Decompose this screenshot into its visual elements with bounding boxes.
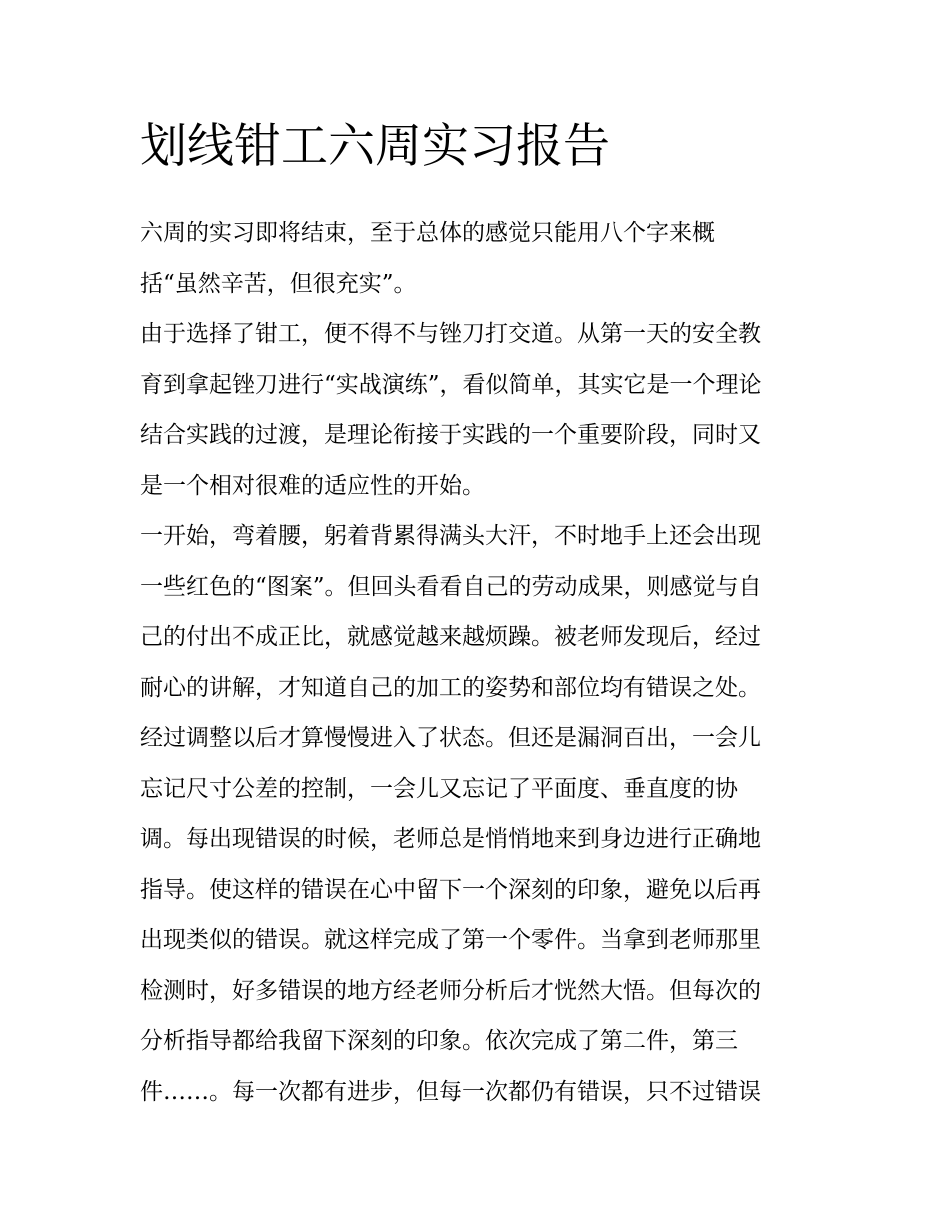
text-line: 一开始，弯着腰，躬着背累得满头大汗，不时地手上还会出现 <box>140 523 761 549</box>
text-line: 耐心的讲解，才知道自己的加工的姿势和部位均有错误之处。 <box>140 674 761 701</box>
text-line: 是一个相对很难的适应性的开始。 <box>140 472 485 499</box>
text-line: 己的付出不成正比，就感觉越来越烦躁。被老师发现后，经过 <box>140 624 761 650</box>
paragraph-2 <box>140 309 812 511</box>
text-line: 检测时，好多错误的地方经老师分析后才恍然大悟。但每次的 <box>140 977 761 1004</box>
text-line: 育到拿起锉刀进行“实战演练”，看似简单，其实它是一个理论 <box>140 371 762 398</box>
paragraph-1 <box>140 208 812 309</box>
text-line: 由于选择了钳工，便不得不与锉刀打交道。从第一天的安全教 <box>140 321 761 347</box>
text-line: 指导。使这样的错误在心中留下一个深刻的印象，避免以后再 <box>140 876 761 903</box>
document-title: 划线钳工六周实习报告 <box>140 119 610 174</box>
text-line: 忘记尺寸公差的控制，一会儿又忘记了平面度、垂直度的协 <box>140 775 738 802</box>
text-line: 六周的实习即将结束，至于总体的感觉只能用八个字来概 <box>140 220 715 246</box>
text-line: 括“虽然辛苦，但很充实”。 <box>140 270 417 297</box>
paragraphs <box>140 208 812 1117</box>
text-line: 分析指导都给我留下深刻的印象。依次完成了第二件，第三 <box>140 1028 738 1054</box>
document-body <box>140 118 812 1117</box>
paragraph-3 <box>140 511 812 1117</box>
text-line: 经过调整以后才算慢慢进入了状态。但还是漏洞百出，一会儿 <box>140 725 761 751</box>
text-line: 出现类似的错误。就这样完成了第一个零件。当拿到老师那里 <box>140 927 761 953</box>
text-line: 结合实践的过渡，是理论衔接于实践的一个重要阶段，同时又 <box>140 422 761 448</box>
text-line: 调。每出现错误的时候，老师总是悄悄地来到身边进行正确地 <box>140 826 761 852</box>
text-line: 件……。每一次都有进步，但每一次都仍有错误，只不过错误 <box>140 1078 761 1105</box>
text-line: 一些红色的“图案”。但回头看看自己的劳动成果，则感觉与自 <box>140 573 762 600</box>
